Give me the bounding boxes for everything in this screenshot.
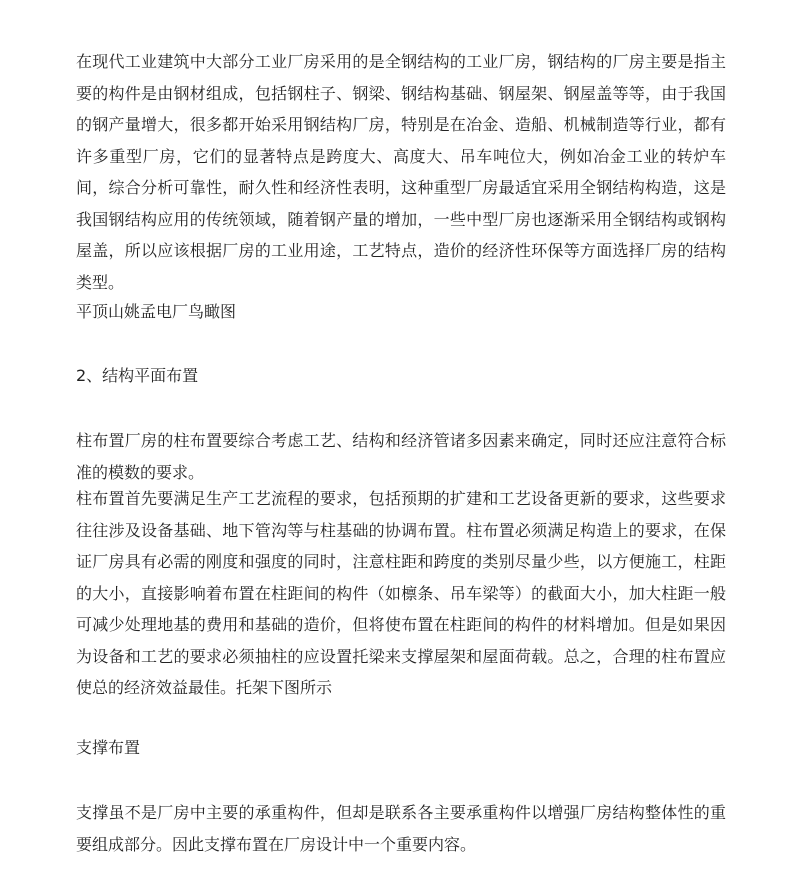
- intro-paragraph: 在现代工业建筑中大部分工业厂房采用的是全钢结构的工业厂房，钢结构的厂房主要是指主要的构件是由钢材组成，包括钢柱子、钢梁、钢结构基础、钢屋架、钢屋盖等等，由于我国的钢产量增大，很多都开始采用钢结构厂房，特别是在冶金、造船、机械制造等行业，都有许多重型厂房，它们的显著特点是跨度大、高度大、吊车吨位大，例如冶金工业的转炉车间，综合分析可靠性，耐久性和经济性表明，这种重型厂房最适宜采用全钢结构构造，这是我国钢结构应用的传统领域，随着钢产量的增加，一些中型厂房也逐渐采用全钢结构或钢构屋盖，所以应该根据厂房的工业用途，工艺特点，造价的经济性环保等方面选择厂房的结构类型。: [76, 52, 726, 292]
- column-layout-paragraph: 柱布置厂房的柱布置要综合考虑工艺、结构和经济管诸多因素来确定，同时还应注意符合标准的模数的要求。: [76, 431, 726, 482]
- image-caption: 平顶山姚孟电厂鸟瞰图: [76, 302, 237, 321]
- bracing-paragraph: 支撑虽不是厂房中主要的承重构件，但却是联系各主要承重构件以增强厂房结构整体性的重要组成部分。因此支撑布置在厂房设计中一个重要内容。: [76, 803, 726, 854]
- column-layout-detail-paragraph: 柱布置首先要满足生产工艺流程的要求，包括预期的扩建和工艺设备更新的要求，这些要求往往涉及设备基础、地下管沟等与柱基础的协调布置。柱布置必须满足构造上的要求，在保证厂房具有必需的刚度和强度的同时，注意柱距和跨度的类别尽量少些，以方便施工，柱距的大小，直接影响着布置在柱距间的构件（如檩条、吊车梁等）的截面大小，加大柱距一般可减少处理地基的费用和基础的造价，但将使布置在柱距间的构件的材料增加。但是如果因为设备和工艺的要求必须抽柱的应设置托梁来支撑屋架和屋面荷载。总之，合理的柱布置应使总的经济效益最佳。托架下图所示: [76, 489, 726, 697]
- bracing-heading: 支撑布置: [76, 738, 141, 757]
- section-heading: 2、结构平面布置: [76, 366, 199, 385]
